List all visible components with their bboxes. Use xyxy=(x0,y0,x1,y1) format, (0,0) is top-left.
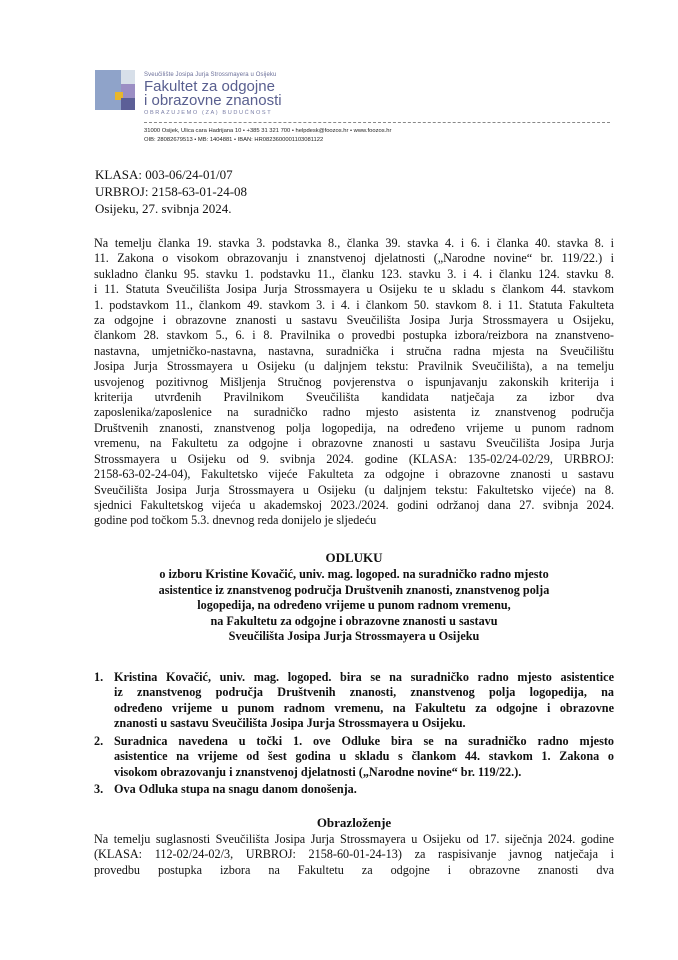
item-number: 2. xyxy=(94,734,104,748)
reasoning-paragraph xyxy=(94,832,614,878)
subtitle-line: logopedija, na određeno vrijeme u punom radnom vremenu, xyxy=(197,598,511,613)
subtitle-line: na Fakultetu za odgojne i obrazovne znanosti u sastavu xyxy=(210,613,498,628)
item-text xyxy=(114,734,614,780)
item-number: 3. xyxy=(94,782,104,796)
university-name: Sveučilište Josipa Jurja Strossmayera u Osijeku xyxy=(144,72,277,78)
preamble-paragraph xyxy=(94,236,614,529)
item-number: 1. xyxy=(94,670,104,684)
faculty-address: 31000 Osijek, Ulica cara Hadrijana 10 • +385 31 321 700 • helpdesk@foozos.hr • www.foozos.hr xyxy=(144,128,392,134)
faculty-name-line2: i obrazovne znanosti xyxy=(144,92,282,109)
text-line: znanosti u sastavu Sveučilišta Josipa Jurja Strossmayera u Osijeku. xyxy=(114,716,466,731)
decision-subtitle xyxy=(94,567,614,645)
text-line: i 11. Statuta Sveučilišta Josipa Jurja Strossmayera u Osijeku te u skladu s člankom 44. stavkom xyxy=(94,282,614,297)
text-line: Na temelju suglasnosti Sveučilišta Josipa Jurja Strossmayera u Osijeku od 17. siječnja 2024. godine xyxy=(94,832,614,846)
text-line: člankom 28. stavkom 5., 6. i 8. Pravilnika o provedbi postupka izbora/reizbora na znanstveno- xyxy=(94,328,614,343)
text-line: (KLASA: 112-02/24-02/3, URBROJ: 2158-60-01-24-13) za raspisivanje javnog natječaja i xyxy=(94,847,614,862)
reasoning-title: Obrazloženje xyxy=(316,815,392,830)
subtitle-line: asistentice iz znanstvenog područja Društvenih znanosti, znanstvenog polja xyxy=(158,582,550,597)
subtitle-line: Sveučilišta Josipa Jurja Strossmayera u Osijeku xyxy=(228,629,480,644)
text-line: godine pod točkom 5.3. dnevnog reda donijelo je sljedeću xyxy=(94,513,377,528)
text-line: sjednici Fakultetskog vijeća u akademskoj 2023./2024. godini održanoj dana 27. svibnja 2024. xyxy=(94,497,614,512)
text-line: zaposlenika/zaposlenice na suradničko radno mjesto asistenta iz znanstvenog područja xyxy=(94,405,614,420)
text-line: sukladno članku 95. stavku 1. podstavku 11., članku 123. stavku 3. i 4. i članku 124. stavku 8. xyxy=(94,266,614,281)
place-date: Osijeku, 27. svibnja 2024. xyxy=(95,201,232,216)
text-line: Ova Odluka stupa na snagu danom donošenja. xyxy=(114,782,357,796)
faculty-name-line1: Fakultet za odgojne xyxy=(144,78,275,95)
header-divider xyxy=(144,122,610,123)
text-line: asistentice na vrijeme od šest godina u skladu s člankom 44. stavkom 1. Zakona o xyxy=(114,749,614,764)
text-line: Sveučilišta Josipa Jurja Strossmayera u Osijeku (u daljnjem tekstu: Fakultetsko vijeće) na 8. xyxy=(94,482,614,497)
text-line: Društvenih znanosti, znanstvenog polja logopedija, na određeno vrijeme u punom radnom xyxy=(94,420,614,435)
faculty-motto: OBRAZUJEMO (ZA) BUDUĆNOST xyxy=(144,110,273,116)
text-line: provedbu postupka izbora na Fakultetu za odgojne i obrazovne znanosti dva xyxy=(94,862,614,877)
klasa: KLASA: 003-06/24-01/07 xyxy=(95,167,233,182)
text-line: iz znanstvenog područja Društvenih znanosti, znanstvenog polja logopedija, na xyxy=(114,685,614,700)
faculty-name xyxy=(144,80,282,108)
text-line: usvojenog pozitivnog Mišljenja Stručnog povjerenstva o ispunjavanju zakonskih kriterija i xyxy=(94,374,614,389)
text-line: Suradnica navedena u točki 1. ove Odluke bira se na suradničko radno mjesto xyxy=(114,734,614,748)
text-line: za odgojne i obrazovne znanosti u sastavu Sveučilišta Josipa Jurja Strossmayera u Osijeku, xyxy=(94,313,614,328)
text-line: Strossmayera u Osijeku od 9. svibnja 2024. godine (KLASA: 135-02/24-02/29, URBROJ: xyxy=(94,451,614,466)
text-line: nastavna, umjetničko-nastavna, nastavna, suradnička i stručna radna mjesta na Sveučilištu xyxy=(94,343,614,358)
text-line: određeno vrijeme u punom radnom vremenu, na Fakultetu za odgojne i obrazovne xyxy=(114,700,614,715)
text-line: kriterija utvrđenih Pravilnikom Sveučilišta kandidata natječaja za izbor dva xyxy=(94,390,614,405)
text-line: Kristina Kovačić, univ. mag. logoped. bira se na suradničko radno mjesto asistentice xyxy=(114,670,614,684)
item-text xyxy=(114,670,614,732)
decision-title: ODLUKU xyxy=(325,550,383,565)
urbroj: URBROJ: 2158-63-01-24-08 xyxy=(95,184,248,199)
text-line: vremenu, na Fakultetu za odgojne i obrazovne znanosti u sastavu Sveučilišta Josipa Jurja xyxy=(94,436,614,451)
subtitle-line: o izboru Kristine Kovačić, univ. mag. logoped. na suradničko radno mjesto xyxy=(159,567,549,581)
text-line: visokom obrazovanju i znanstvenoj djelatnosti („Narodne novine“ br. 119/22.). xyxy=(114,764,522,779)
faculty-ids: OIB: 28082679513 • MB: 1404881 • IBAN: HR0823600001103081122 xyxy=(144,137,324,143)
text-line: Na temelju članka 19. stavka 3. podstavka 8., članka 39. stavka 4. i 6. i članka 40. stavka 8. i xyxy=(94,236,614,250)
item-text xyxy=(114,782,614,797)
text-line: 2158-63-02-24-04), Fakultetsko vijeće Fakulteta za odgojne i obrazovne znanosti u sastavu xyxy=(94,467,614,482)
text-line: Josipa Jurja Strossmayera u Osijeku (u daljnjem tekstu: Pravilnik Sveučilišta), a na temelju xyxy=(94,359,614,374)
text-line: 11. Zakona o visokom obrazovanju i znanstvenoj djelatnosti („Narodne novine“ br. 119/22.) i xyxy=(94,251,614,266)
text-line: 1. podstavkom 11., člankom 49. stavkom 3. i 4. i člankom 50. stavkom 8. i 11. Statuta Fakulteta xyxy=(94,297,614,312)
faculty-logo xyxy=(95,70,135,110)
